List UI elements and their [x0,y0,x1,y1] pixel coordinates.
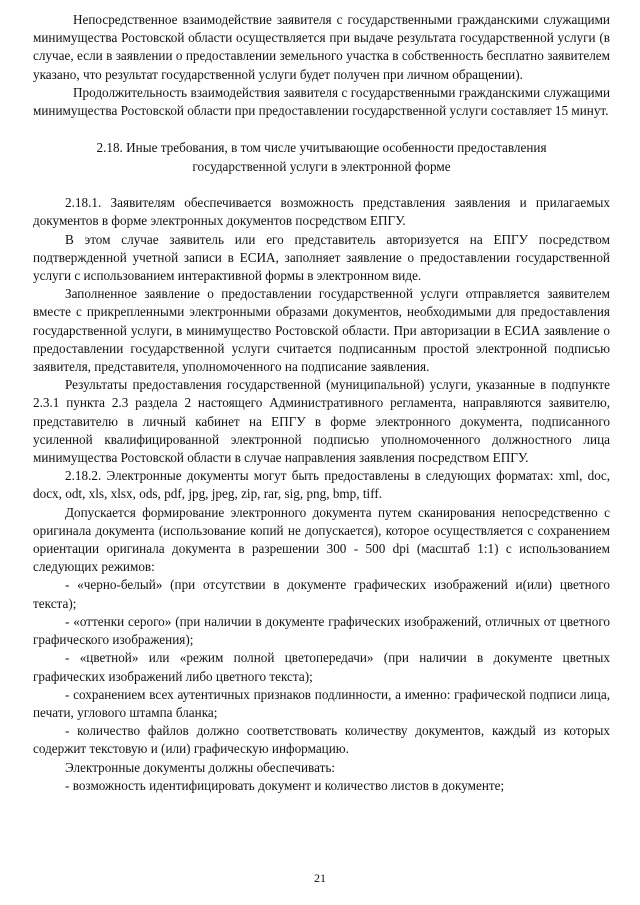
list-item-authenticity: - сохранением всех аутентичных признаков подлинности, а именно: графической подписи лица, печати, углового штампа бланка; [33,686,610,720]
list-item-grayscale: - «оттенки серого» (при наличии в документе графических изображений, отличных от цветного графического изображения); [33,613,610,648]
paragraph-results-delivery: Результаты предоставления государственной (муниципальной) услуги, указанные в подпункте 2.3.1 пункта 2.3 раздела 2 настоящего Административного регламента, направляются заявителю, представителю в личный кабинет на ЕПГУ в форме электронного документа, подписанного усиленной квалифицированной электронной подписью уполномоченного должностного лица минимущества Ростовской области в случае направления заявления посредством ЕПГУ. [33,377,610,466]
paragraph-scanning: Допускается формирование электронного документа путем сканирования непосредственно с оригинала документа (использование копий не допускается), которое осуществляется с сохранением ориентации оригинала документа в разрешении 300 - 500 dpi (масштаб 1:1) с использованием следующих режимов: [33,504,610,575]
paragraph-interaction-on-issue: Непосредственное взаимодействие заявителя с государственными гражданскими служащими минимущества Ростовской области осуществляется при выдаче результата государственной услуги (в случае, если в заявлении о предоставлении земельного участка в собственность бесплатно заявителем указано, что результат государственной услуги будет получен при личном обращении). [33,12,610,82]
paragraph-interaction-duration: Продолжительность взаимодействия заявителя с государственными гражданскими служащими минимущества Ростовской области при предоставлении государственной услуги составляет 15 минут. [33,84,610,119]
paragraph-2-18-1: 2.18.1. Заявителям обеспечивается возможность представления заявления и прилагаемых документов в форме электронных документов посредством ЕПГУ. [33,195,610,229]
section-heading-line-2: государственной услуги в электронной форме [192,159,451,175]
paragraph-requirements-intro: Электронные документы должны обеспечивать: [65,759,336,775]
section-heading-line-1: 2.18. Иные требования, в том числе учитывающие особенности предоставления [96,140,547,156]
page-body [33,11,610,795]
paragraph-epgu-authorization: В этом случае заявитель или его представитель авторизуется на ЕПГУ посредством подтвержденной учетной записи в ЕСИА, заполняет заявление о предоставлении государственной услуги с использованием интерактивной формы в электронном виде. [33,231,610,284]
list-item-black-white: - «черно-белый» (при отсутствии в документе графических изображений и(или) цветного текста); [33,577,610,611]
list-item-color: - «цветной» или «режим полной цветопередачи» (при наличии в документе цветных графических изображений либо цветного текста); [33,650,610,684]
paragraph-application-submission: Заполненное заявление о предоставлении государственной услуги отправляется заявителем вместе с прикрепленными электронными образами документов, необходимыми для предоставления государственной услуги, в минимущество Ростовской области. При авторизации в ЕСИА заявление о предоставлении государственной услуги считается подписанным простой электронной подписью заявителя, представителя, уполномоченного на подписание заявления. [33,286,610,375]
section-heading-2-18 [33,138,610,176]
list-item-identification: - возможность идентифицировать документ и количество листов в документе; [65,777,505,793]
list-item-file-count: - количество файлов должно соответствовать количеству документов, каждый из которых содержит текстовую и (или) графическую информацию. [33,723,610,757]
paragraph-2-18-2-formats: 2.18.2. Электронные документы могут быть предоставлены в следующих форматах: xml, doc, docx, odt, xls, xlsx, ods, pdf, jpg, jpeg, zip, rar, sig, png, bmp, tiff. [33,468,610,502]
page-number: 21 [314,871,326,885]
